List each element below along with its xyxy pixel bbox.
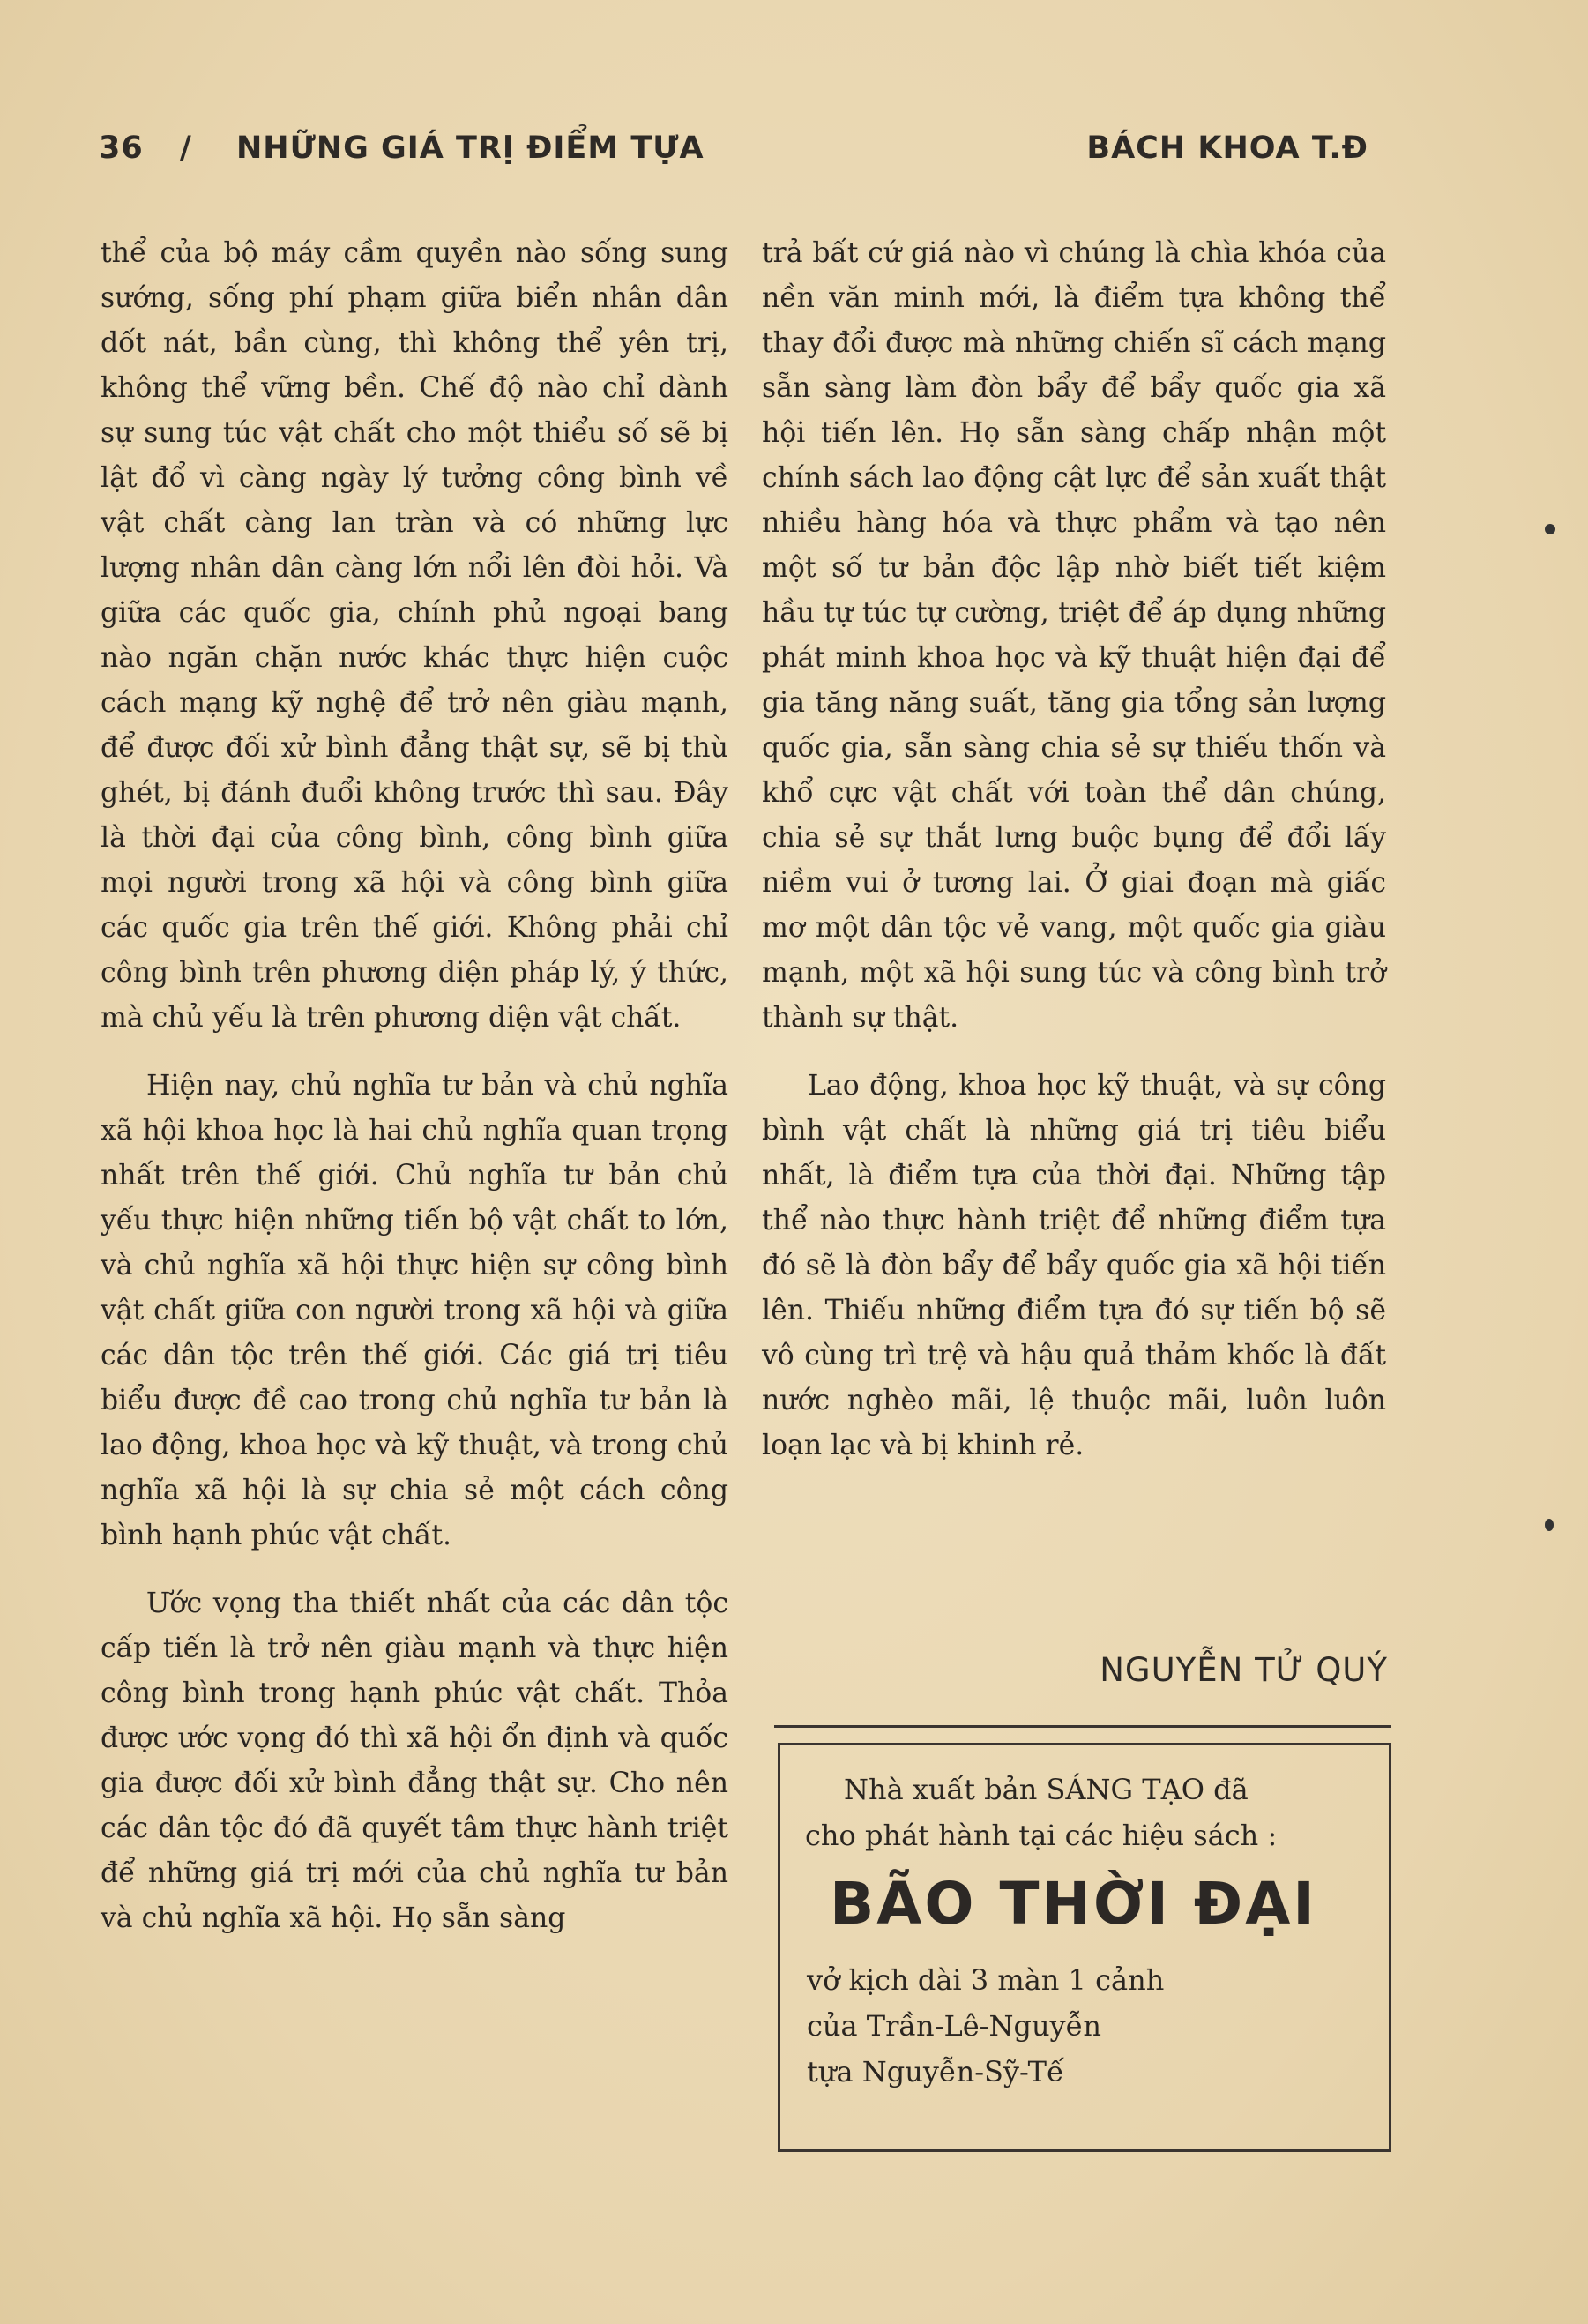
divider: [774, 1725, 1391, 1728]
page-header: [99, 131, 1368, 175]
ad-book-title: BÃO THỜI ĐẠI: [830, 1870, 1317, 1938]
advertisement-box: [778, 1743, 1391, 2152]
ad-publisher-line: Nhà xuất bản SÁNG TẠO đã: [844, 1773, 1249, 1806]
header-separator: /: [180, 131, 192, 166]
author-signature: NGUYỄN TỬ QUÝ: [1100, 1651, 1388, 1689]
left-column: [101, 231, 728, 1941]
ink-speck: [1545, 524, 1555, 534]
publication-name: BÁCH KHOA T.Đ: [1086, 131, 1368, 166]
article-title: NHỮNG GIÁ TRỊ ĐIỂM TỰA: [236, 131, 705, 166]
ink-speck: [1545, 1519, 1554, 1531]
paragraph: Ước vọng tha thiết nhất của các dân tộc cấp tiến là trở nên giàu mạnh và thực hiện công bình trong hạnh phúc vật chất. Thỏa được ước vọng đó thì xã hội ổn định và quốc gia được đối xử bình đẳng thật sự. Cho nên các dân tộc đó đã quyết tâm thực hành triệt để những giá trị mới của chủ nghĩa tư bản và chủ nghĩa xã hội. Họ sẵn sàng: [101, 1588, 728, 1934]
ad-author: của Trần-Lê-Nguyễn: [807, 2009, 1101, 2043]
paragraph: Hiện nay, chủ nghĩa tư bản và chủ nghĩa xã hội khoa học là hai chủ nghĩa quan trọng nhất trên thế giới. Chủ nghĩa tư bản chủ yếu thực hiện những tiến bộ vật chất to lớn, và chủ nghĩa xã hội thực hiện sự công bình vật chất giữa con người trong xã hội và giữa các dân tộc trên thế giới. Các giá trị tiêu biểu được đề cao trong chủ nghĩa tư bản là lao động, khoa học và kỹ thuật, và trong chủ nghĩa xã hội là sự chia sẻ một cách công bình hạnh phúc vật chất.: [101, 1070, 728, 1551]
ad-preface: tựa Nguyễn-Sỹ-Tế: [807, 2055, 1064, 2089]
ad-description: vở kịch dài 3 màn 1 cảnh: [807, 1963, 1165, 1997]
paragraph: Lao động, khoa học kỹ thuật, và sự công bình vật chất là những giá trị tiêu biểu nhất, là điểm tựa của thời đại. Những tập thể nào thực hành triệt để những điểm tựa đó sẽ là đòn bẩy để bẩy quốc gia xã hội tiến lên. Thiếu những điểm tựa đó sự tiến bộ sẽ vô cùng trì trệ và hậu quả thảm khốc là đất nước nghèo mãi, lệ thuộc mãi, luôn luôn loạn lạc và bị khinh rẻ.: [762, 1070, 1386, 1461]
paragraph: thể của bộ máy cầm quyền nào sống sung sướng, sống phí phạm giữa biển nhân dân dốt nát, bần cùng, thì không thể yên trị, không thể vững bền. Chế độ nào chỉ dành sự sung túc vật chất cho một thiểu số sẽ bị lật đổ vì càng ngày lý tưởng công bình về vật chất càng lan tràn và có những lực lượng nhân dân càng lớn nổi lên đòi hỏi. Và giữa các quốc gia, chính phủ ngoại bang nào ngăn chặn nước khác thực hiện cuộc cách mạng kỹ nghệ để trở nên giàu mạnh, để được đối xử bình đẳng thật sự, sẽ bị thù ghét, bị đánh đuổi không trước thì sau. Đây là thời đại của công bình, công bình giữa mọi người trong xã hội và công bình giữa các quốc gia trên thế giới. Không phải chỉ công bình trên phương diện pháp lý, ý thức, mà chủ yếu là trên phương diện vật chất.: [101, 237, 728, 1034]
ad-release-line: cho phát hành tại các hiệu sách :: [805, 1819, 1278, 1852]
right-column: [762, 231, 1386, 1468]
page-number: 36: [99, 131, 144, 166]
paragraph: trả bất cứ giá nào vì chúng là chìa khóa của nền văn minh mới, là điểm tựa không thể thay đổi được mà những chiến sĩ cách mạng sẵn sàng làm đòn bẩy để bẩy quốc gia xã hội tiến lên. Họ sẵn sàng chấp nhận một chính sách lao động cật lực để sản xuất thật nhiều hàng hóa và thực phẩm và tạo nên một số tư bản độc lập nhờ biết tiết kiệm hầu tự túc tự cường, triệt để áp dụng những phát minh khoa học và kỹ thuật hiện đại để gia tăng năng suất, tăng gia tổng sản lượng quốc gia, sẵn sàng chia sẻ sự thiếu thốn và khổ cực vật chất với toàn thể dân chúng, chia sẻ sự thắt lưng buộc bụng để đổi lấy niềm vui ở tương lai. Ở giai đoạn mà giấc mơ một dân tộc vẻ vang, một quốc gia giàu mạnh, một xã hội sung túc và công bình trở thành sự thật.: [762, 237, 1386, 1034]
